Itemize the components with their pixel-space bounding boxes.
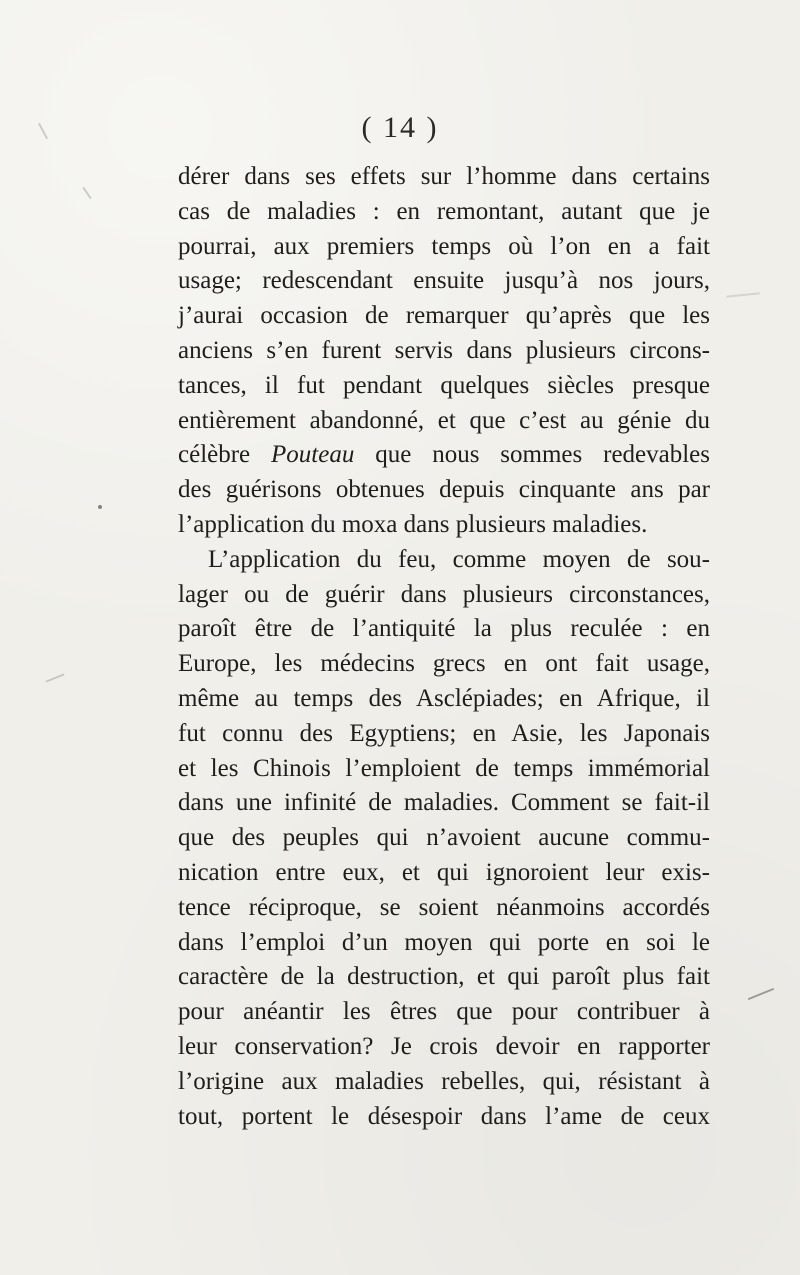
body-text xyxy=(178,160,710,1134)
text-fragment: que nous sommes redevables xyxy=(354,441,711,469)
text-line: même au temps des Asclépiades; en Afrique, il xyxy=(178,684,710,712)
text-line: dérer dans ses effets sur l’homme dans certains xyxy=(178,163,710,190)
text-line: tances, il fut pendant quelques siècles presque xyxy=(178,371,710,399)
text-line: que des peuples qui n’avoient aucune commu- xyxy=(178,824,710,852)
text-line: cas de maladies : en remontant, autant que je xyxy=(178,197,710,225)
text-line: dans une infinité de maladies. Comment se fait-il xyxy=(178,789,710,817)
text-line: usage; redescendant ensuite jusqu’à nos jours, xyxy=(178,267,710,295)
text-line: lager ou de guérir dans plusieurs circonstances, xyxy=(178,580,710,608)
paper-scratch-mark xyxy=(45,673,64,682)
text-line: et les Chinois l’emploient de temps immémorial xyxy=(178,754,710,782)
text-line: caractère de la destruction, et qui paroît plus fait xyxy=(178,963,710,991)
paper-scratch-mark xyxy=(98,505,102,509)
text-line: pourrai, aux premiers temps où l’on en a fait xyxy=(178,232,710,260)
text-line: Europe, les médecins grecs en ont fait usage, xyxy=(178,650,710,678)
text-line: l’origine aux maladies rebelles, qui, résistant à xyxy=(178,1067,710,1095)
text-line: fut connu des Egyptiens; en Asie, les Japonais xyxy=(178,719,710,747)
page-number: ( 14 ) xyxy=(361,111,439,144)
paragraph xyxy=(178,543,710,1135)
text-line: tout, portent le désespoir dans l’ame de ceux xyxy=(178,1102,710,1130)
paper-scratch-mark xyxy=(748,988,775,1000)
text-line: dans l’emploi d’un moyen qui porte en soi le xyxy=(178,928,710,956)
text-line: j’aurai occasion de remarquer qu’après que les xyxy=(178,302,710,330)
text-line: l’application du moxa dans plusieurs maladies. xyxy=(178,510,648,538)
text-line: tence réciproque, se soient néanmoins accordés xyxy=(178,893,710,921)
text-line: L’application du feu, comme moyen de sou- xyxy=(208,545,710,573)
paper-scratch-mark xyxy=(82,187,91,200)
text-line: pour anéantir les êtres que pour contribuer à xyxy=(178,998,710,1026)
text-fragment: célèbre xyxy=(178,441,272,469)
text-line: des guérisons obtenues depuis cinquante ans par xyxy=(178,476,710,504)
emphasized-name: Pouteau xyxy=(271,441,355,469)
text-line xyxy=(178,438,710,473)
text-line: nication entre eux, et qui ignoroient leur exis- xyxy=(178,858,710,886)
paragraph xyxy=(178,160,710,543)
text-line: paroît être de l’antiquité la plus reculée : en xyxy=(178,615,710,643)
text-line: anciens s’en furent servis dans plusieurs circons- xyxy=(178,336,710,364)
text-line: leur conservation? Je crois devoir en rapporter xyxy=(178,1032,710,1060)
paper-scratch-mark xyxy=(726,292,760,298)
text-line: entièrement abandonné, et que c’est au génie du xyxy=(178,406,710,434)
